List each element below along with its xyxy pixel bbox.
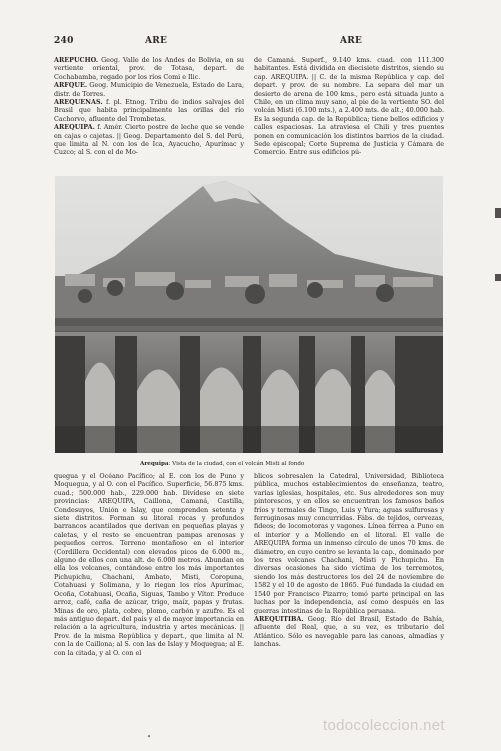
right-column-bottom (254, 472, 444, 649)
city-volcano-photo (55, 176, 443, 453)
page-edge-tab (495, 208, 501, 218)
caption-place: Arequipa (140, 461, 169, 467)
page-number: 240 (54, 36, 74, 46)
caption-text: : Vista de la ciudad, con el volcán Misti al fondo (168, 461, 305, 467)
entry-arequitiba: AREQUITIBA. Geog. Río del Brasil, Estado de Bahía, afluente del Real, que, a su vez, es tributario del Atlántico. Sólo es navegable para las canoas, almadías y lanchas. (254, 614, 444, 649)
entry-arequipa-continued: blicos sobresalen la Catedral, Universidad, Biblioteca pública, muchos establecimientos de enseñanza, teatro, varias iglesias, hospitales, etc. Sus alrededores son muy pintorescos, y en ellos se encuentran los famosos baños fríos y termales de Tingo, Luis y Yura; aguas sulfurosas y ferruginosas muy concurridas. Fábs. de tejidos, cervezas, fideos; de locomotoras y vagones. Línea férrea a Puno en el interior y a Mollendo en el litoral. El valle de AREQUIPA forma un inmenso círculo de unos 70 kms. de diámetro, en cuyo centro se levanta la cap., dominado por los tres volcanes Chachani, Misti y Pichupichu. En diversas ocasiones ha sido víctima de los terremotos, siendo los más destructores los del 24 de noviembre de 1582 y el 10 de agosto de 1865. Fué fundada la ciudad en 1540 por Francisco Pizarro; tomó parte principal en las luchas por la independencia, así como después en las guerras intestinas de la República peruana. (254, 472, 444, 615)
photo-caption (140, 461, 400, 468)
entry-arequenas: AREQUENAS. f. pl. Etnog. Tribu de indios salvajes del Brasil que habita principalmente las orillas del río Cachorvo, afluente del Trombetas. (54, 98, 244, 123)
watermark-logo: todocoleccion.net (323, 717, 445, 734)
entry-arepucho: AREPUCHO. Geog. Valle de los Andes de Bolivia, en su vertiente oriental, prov. de Totasa, depart. de Cochabamba, regado por los ríos Comi e Ilic. (54, 56, 244, 81)
entry-arfque: ARFQUE. Geog. Municipio de Venezuela, Estado de Lara, distr. de Torres. (54, 81, 244, 98)
running-head-left: ARE (145, 36, 168, 46)
entry-arequipa: AREQUIPA. f. Amér. Cierto postre de leche que se vende en cajas o cajetas. || Geog. Departamento del S. del Perú, que limita al N. con los de Ica, Ayacucho, Apurímac y Cuzco; al S. con el de Mo- (54, 123, 244, 157)
right-column-top: de Camaná. Superf., 9.140 kms. cuad. con 111.300 habitantes. Está dividida en diecisiete distritos, siendo su cap. AREQUIPA. || C. de la misma República y cap. del depart. y prov. de su nombre. La separa del mar un desierto de arena de 100 kms., pero está situada junto a Chile, en un clima muy sano, al pie de la vertiente SO. del volcán Misti (6.100 mts.), a 2.400 mts. de alt.; 40.000 hab. Es la segunda cap. de la República; tiene bellos edificios y calles espaciosas. La atraviesa el Chili y tres puentes ponen en comunicación los distintos barrios de la ciudad. Sede episcopal; Corte Suprema de Justicia y Cámara de Comercio. Entre sus edificios pú- (254, 56, 444, 157)
page-edge-tab (495, 274, 501, 281)
footer-mark: • (147, 733, 152, 741)
running-head-right: ARE (340, 36, 363, 46)
left-column-top (54, 56, 244, 157)
left-column-bottom: quegua y el Océano Pacífico; al E. con los de Puno y Moquegua, y al O. con el Pacífico. Superficie, 56.875 kms. cuad.; 500.000 hab., 229.000 hab. Divídese en siete provincias: AREQUIPA, Caillona, Camaná, Castilla, Condesuyos, Unión e Islay, que comprenden setenta y siete distritos. Forman su litoral rocas y profundos barrancos acantilados que derivan en pequeñas playas y caletas, y el resto se encuentran pampas arenosas y pequeños cerros. Terreno montañoso en el interior (Cordillera Occidental) con elevados picos de 6.000 m., alguno de ellos con una alt. de 6.000 metros. Abundan en ella los volcanes, contándose entre los más importantes Pichupichu, Chachani, Ambato, Misti, Coropuna, Cotahuasi y Solimana, y lo riegan los ríos Apurímac, Ocoña, Cotahuasi, Ocaña, Siguas, Tambo y Vítor. Produce arroz, café, caña de azúcar, trigo, maíz, papas y frutas. Minas de oro, plata, cobre, plomo, carbón y azufre. Es el más antiguo depart. del país y el de mayor importancia en relación a la agricultura, industria y artes mecánicas. || Prov. de la misma República y depart., que limita al N. con la de Caillona; al S. con las de Islay y Moquegua; al E. con la citada, y al O. con el (54, 472, 244, 657)
